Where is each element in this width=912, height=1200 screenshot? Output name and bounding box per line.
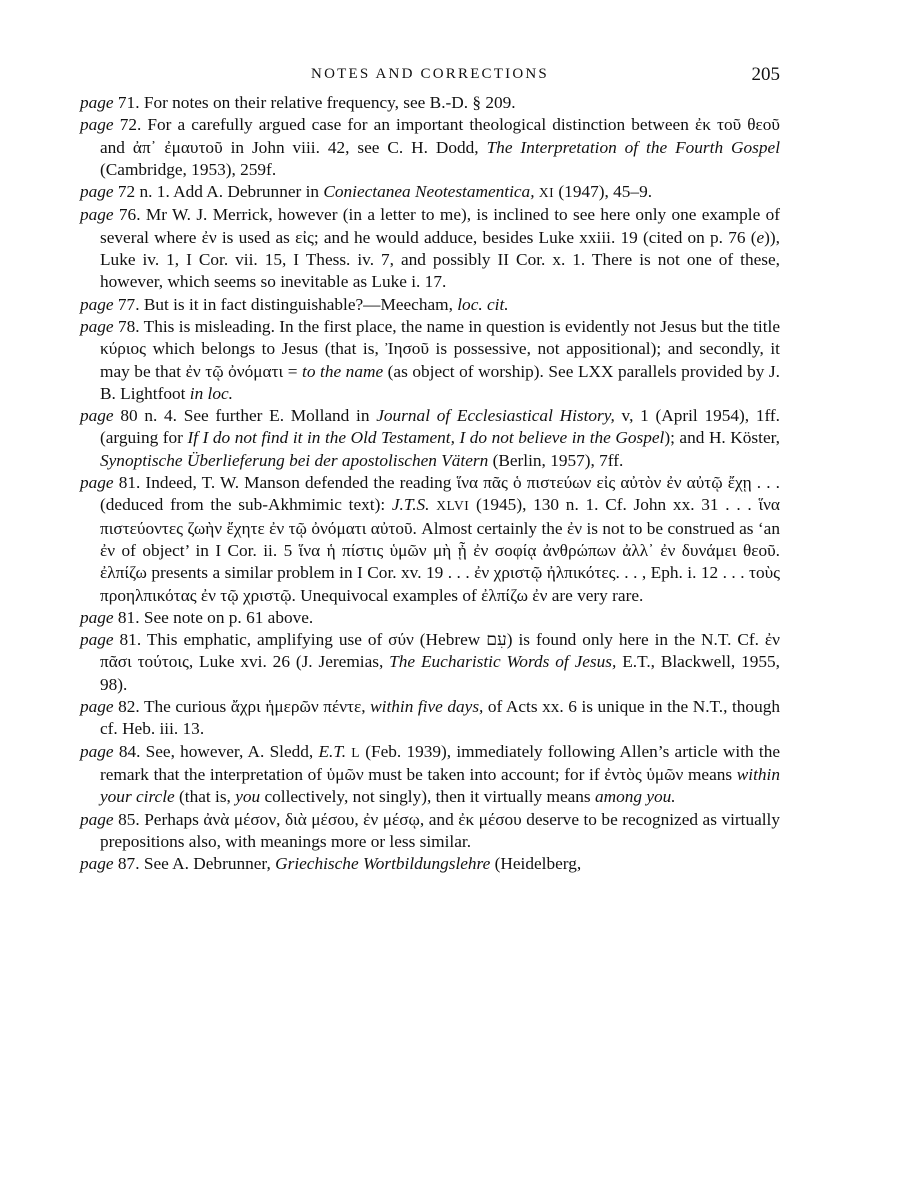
note-page-label: page: [80, 316, 114, 336]
note-text: you: [235, 787, 261, 807]
note-page-label: page: [80, 93, 114, 112]
note-page-label: page: [80, 854, 114, 874]
note-text: 81. See note on p. 61 above.: [113, 607, 314, 627]
note-text: 72. For a carefully argued case for an important theological distinction between ἐκ τοῦ θεοῦ and ἀπ᾽ ἐμαυτοῦ in John viii. 42, see C. H. Dodd,: [100, 115, 780, 157]
notes-list: [80, 92, 780, 875]
note-text: 81. This emphatic, amplifying use of σύν (Hebrew עִם) is found only here in the N.T. Cf. ἐν πᾶσι τούτοις, Luke xvi. 26 (J. Jeremias,: [100, 630, 780, 672]
note-text: E.T., Blackwell, 1955, 98).: [100, 652, 780, 694]
note-text: 81. Indeed, T. W. Manson defended the reading ἵνα πᾶς ὁ πιστεύων εἰς αὐτὸν ἐν αὐτῷ ἔχῃ . . . (deduced from the sub-Akhmimic text):: [100, 473, 780, 515]
note-text: The Interpretation of the Fourth Gospel: [486, 137, 780, 157]
note-text: (Heidelberg,: [490, 854, 582, 874]
note-page-label: page: [80, 294, 114, 314]
note-text: 78. This is misleading. In the first place, the name in question is evidently not Jesus but the title κύριος which belongs to Jesus (that is, Ἰησοῦ is possessive, not appositional); and secondly, it may be that ἐν τῷ ὀνόματι =: [100, 316, 780, 381]
note-text: in loc.: [189, 383, 233, 403]
note-page-label: page: [80, 697, 114, 717]
page-body: [80, 64, 780, 875]
note-text: 84. See, however, A. Sledd,: [113, 741, 319, 761]
note-text: The Eucharistic Words of Jesus,: [389, 652, 617, 672]
running-title: NOTES AND CORRECTIONS: [311, 66, 549, 82]
note-text: e: [756, 227, 765, 247]
note-text: ); and H. Köster,: [664, 428, 780, 448]
note-text: 87. See A. Debrunner,: [113, 854, 276, 874]
note-text: J.T.S.: [391, 495, 430, 515]
note-entry: [80, 294, 780, 316]
note-entry: [80, 607, 780, 629]
note-text: XI: [538, 185, 555, 201]
note-text: 77. But is it in fact distinguishable?—Meecham,: [113, 294, 458, 314]
note-entry: [80, 629, 780, 696]
note-entry: [80, 114, 780, 181]
note-text: Griechische Wortbildungslehre: [275, 854, 491, 874]
note-page-label: page: [80, 809, 114, 829]
note-text: 76. Mr W. J. Merrick, however (in a letter to me), is inclined to see here only one example of several where ἐν is used as εἰς; and he would adduce, besides Luke xxiii. 19 (cited on p. 76 (: [100, 205, 780, 247]
note-page-label: page: [80, 115, 114, 135]
note-entry: [80, 472, 780, 607]
note-text: v, 1 (April 1954), 1ff. (arguing for: [100, 406, 780, 448]
note-page-label: page: [80, 205, 114, 225]
note-entry: [80, 316, 780, 405]
note-page-label: page: [80, 406, 114, 426]
note-text: among you.: [594, 787, 676, 807]
note-page-label: page: [80, 182, 114, 202]
note-text: If I do not find it in the Old Testament, I do not believe in the Gospel: [187, 428, 665, 448]
note-text: (Berlin, 1957), 7ff.: [488, 450, 624, 470]
note-text: Coniectanea Neotestamentica,: [323, 182, 535, 202]
note-entry: [80, 696, 780, 741]
note-text: within your circle: [100, 764, 780, 807]
note-text: of Acts xx. 6 is unique in the N.T., though cf. Heb. iii. 13.: [100, 697, 780, 739]
note-text: (that is,: [174, 787, 236, 807]
note-entry: [80, 92, 780, 114]
note-text: 72 n. 1. Add A. Debrunner in: [113, 182, 324, 202]
note-text: (1945), 130 n. 1. Cf. John xx. 31 . . . ἵνα πιστεύοντες ζωὴν ἔχητε ἐν τῷ ὀνόματι αὐτοῦ. Almost certainly the ἐν is not to be construed as ‘an ἐν of object’ in I Cor. ii. 5 ἵνα ἡ πίστις ὑμῶν μὴ ᾖ ἐν σοφίᾳ ἀνθρώπων ἀλλ᾽ ἐν δυνάμει θεοῦ. ἐλπίζω presents a similar problem in I Cor. xv. 19 . . . ἐν χριστῷ ἠλπικότες. . . , Eph. i. 12 . . . τοὺς προηλπικότας ἐν τῷ χριστῷ. Unequivocal examples of ἐλπίζω ἐν are very rare.: [100, 495, 780, 605]
note-text: within five days,: [370, 697, 484, 717]
note-text: L: [351, 744, 360, 760]
note-text: 82. The curious ἄχρι ἡμερῶν πέντε,: [113, 697, 371, 717]
note-entry: [80, 741, 780, 809]
note-text: 71. For notes on their relative frequency, see B.-D. § 209.: [113, 93, 516, 112]
note-text: )), Luke iv. 1, I Cor. vii. 15, I Thess. iv. 7, and possibly II Cor. x. 1. There is not one of these, however, which seems so inevitable as Luke i. 17.: [100, 227, 780, 292]
note-entry: [80, 181, 780, 204]
note-text: loc. cit.: [457, 294, 509, 314]
note-text: (Cambridge, 1953), 259f.: [100, 159, 277, 179]
note-text: (as object of worship). See LXX parallels provided by J. B. Lightfoot: [100, 361, 780, 403]
note-text: collectively, not singly), then it virtually means: [260, 787, 595, 807]
note-text: XLVI: [436, 498, 470, 514]
note-entry: [80, 204, 780, 293]
page-number: 205: [751, 64, 780, 85]
note-text: 80 n. 4. See further E. Molland in: [113, 406, 377, 426]
note-page-label: page: [80, 630, 114, 650]
note-page-label: page: [80, 607, 114, 627]
note-text: Synoptische Überlieferung bei der apostolischen Vätern: [100, 450, 489, 470]
note-entry: [80, 405, 780, 472]
note-text: (Feb. 1939), immediately following Allen’s article with the remark that the interpretation of ὑμῶν must be taken into account; for if ἐντὸς ὑμῶν means: [100, 741, 780, 784]
note-text: E.T.: [318, 741, 347, 761]
note-entry: [80, 853, 780, 875]
note-page-label: page: [80, 473, 114, 493]
note-text: 85. Perhaps ἀνὰ μέσον, διὰ μέσου, ἐν μέσῳ, and ἐκ μέσου deserve to be recognized as virtually prepositions also, with meanings more or less similar.: [100, 809, 780, 851]
running-header: [80, 64, 780, 92]
note-text: Journal of Ecclesiastical History,: [376, 406, 615, 426]
note-page-label: page: [80, 741, 114, 761]
note-entry: [80, 809, 780, 854]
note-text: (1947), 45–9.: [554, 182, 653, 202]
note-text: to the name: [302, 361, 384, 381]
